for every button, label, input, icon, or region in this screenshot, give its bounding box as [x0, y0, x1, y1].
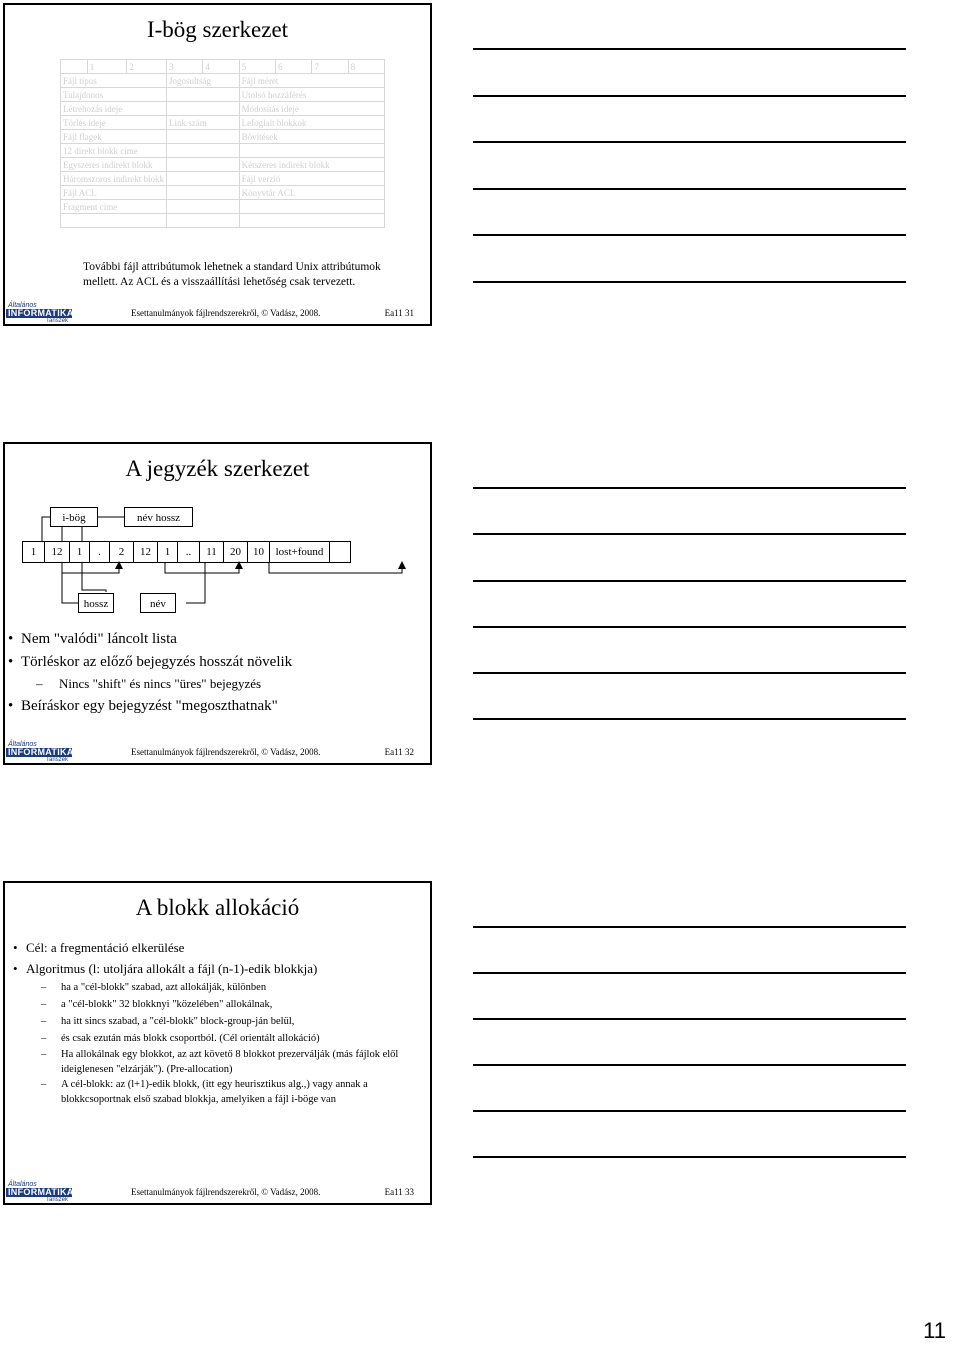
slide-title: A jegyzék szerkezet	[125, 456, 310, 481]
directory-entry-cell: 20	[224, 542, 248, 562]
allocation-bullets	[11, 937, 423, 1107]
table-cell	[166, 172, 239, 186]
sub-bullet-item: – ha itt sincs szabad, a "cél-blokk" block-group-ján belül,	[11, 1013, 423, 1030]
table-cell	[166, 88, 239, 102]
directory-entry-cell	[330, 542, 350, 562]
length-label-box: hossz	[78, 593, 114, 613]
note-line	[473, 95, 906, 97]
directory-entry-cell: 11	[200, 542, 224, 562]
note-line	[473, 1110, 906, 1112]
table-row	[61, 102, 385, 116]
table-row	[61, 130, 385, 144]
note-line	[473, 1064, 906, 1066]
table-header-cell	[61, 60, 88, 74]
name-length-label-box: név hossz	[124, 507, 193, 527]
table-cell: Módosítás ideje	[239, 102, 384, 116]
name-label-box: név	[140, 593, 176, 613]
bullet-item: • Törléskor az előző bejegyzés hosszát növelik	[6, 651, 426, 674]
note-line	[473, 1018, 906, 1020]
table-cell: Fájl méret	[239, 74, 384, 88]
table-cell: 12 direkt blokk címe	[61, 144, 167, 158]
table-header-cell: 7	[312, 60, 348, 74]
table-header-cell: 8	[348, 60, 384, 74]
note-line	[473, 48, 906, 50]
table-cell: Fájl verzió	[239, 172, 384, 186]
table-cell: Bővítések	[239, 130, 384, 144]
table-cell: Könyvtár ACL	[239, 186, 384, 200]
slide-title: I-bög szerkezet	[146, 17, 289, 42]
department-logo: Általános INFORMATIKAI Tanszék	[8, 1181, 77, 1203]
department-logo: Általános INFORMATIKAI Tanszék	[8, 302, 77, 324]
directory-entry-cell: ..	[178, 542, 200, 562]
sub-bullet-item: – a "cél-blokk" 32 blokknyi "közelében" allokálnak,	[11, 996, 423, 1013]
note-line	[473, 533, 906, 535]
slide-footer: Esettanulmányok fájlrendszerekről, © Vadász, 2008.	[131, 747, 321, 757]
table-header-cell: 3	[166, 60, 202, 74]
table-row	[61, 158, 385, 172]
bullet-item: • Cél: a fregmentáció elkerülése	[11, 937, 423, 958]
note-line	[473, 234, 906, 236]
table-header-row	[61, 60, 385, 74]
table-cell	[166, 144, 239, 158]
page-number: 11	[923, 1318, 946, 1343]
table-cell	[61, 214, 167, 228]
table-cell: Fájl flagek	[61, 130, 167, 144]
table-cell	[166, 130, 239, 144]
table-cell: Egyszeres indirekt blokk	[61, 158, 167, 172]
table-row	[61, 116, 385, 130]
note-line	[473, 281, 906, 283]
slide-footer: Esettanulmányok fájlrendszerekről, © Vadász, 2008.	[131, 1187, 321, 1197]
table-cell	[166, 102, 239, 116]
table-cell: Háromszoros indirekt blokk	[61, 172, 167, 186]
directory-entry-cell: lost+found	[270, 542, 330, 562]
table-cell: Fragment címe	[61, 200, 167, 214]
table-cell: Kétszeres indirekt blokk	[239, 158, 384, 172]
note-line	[473, 626, 906, 628]
bullet-item: • Nem "valódi" láncolt lista	[6, 628, 426, 651]
slide-note: További fájl attribútumok lehetnek a standard Unix attribútumok mellett. Az ACL és a visszaállítási lehetőség csak tervezett.	[83, 261, 381, 288]
table-header-cell: 6	[276, 60, 312, 74]
table-cell: Fájl típus	[61, 74, 167, 88]
inode-structure-table	[60, 59, 385, 228]
directory-entry-cell: 2	[110, 542, 134, 562]
note-line	[473, 672, 906, 674]
table-cell: Törlés ideje	[61, 116, 167, 130]
table-cell	[239, 214, 384, 228]
table-row	[61, 200, 385, 214]
table-cell: Utolsó hozzáférés	[239, 88, 384, 102]
table-row	[61, 88, 385, 102]
inode-label-box: i-bög	[50, 507, 98, 527]
directory-entry-cells	[22, 541, 351, 563]
table-cell: Létrehozás ideje	[61, 102, 167, 116]
sub-bullet-item: – és csak ezután más blokk csoportból. (Cél orientált allokáció)	[11, 1030, 423, 1047]
slide-footer: Esettanulmányok fájlrendszerekről, © Vadász, 2008.	[131, 308, 321, 318]
directory-entry-cell: 12	[45, 542, 70, 562]
directory-entry-cell: 1	[70, 542, 90, 562]
note-line	[473, 487, 906, 489]
table-cell	[166, 200, 239, 214]
sub-bullet-item: – Ha allokálnak egy blokkot, az azt követő 8 blokkot prezerválják (más fájlok elől ideiglenesen "elzárják"). (Pre-allocation)	[11, 1047, 423, 1077]
table-header-cell: 1	[87, 60, 127, 74]
table-cell	[166, 214, 239, 228]
note-line	[473, 718, 906, 720]
table-row	[61, 214, 385, 228]
slide-33	[3, 881, 432, 1205]
table-cell: Jogosultság	[166, 74, 239, 88]
table-cell	[239, 200, 384, 214]
sub-bullet-item: – ha a "cél-blokk" szabad, azt allokálják, különben	[11, 979, 423, 996]
table-header-cell: 5	[239, 60, 275, 74]
slide-number: Ea11 31	[384, 308, 414, 318]
table-row	[61, 74, 385, 88]
table-row	[61, 186, 385, 200]
department-logo: Általános INFORMATIKAI Tanszék	[8, 741, 77, 763]
table-cell: Link szám	[166, 116, 239, 130]
sub-bullet-item: – Nincs "shift" és nincs "üres" bejegyzés	[6, 674, 426, 694]
bullet-item: • Beíráskor egy bejegyzést "megoszthatnak"	[6, 694, 426, 719]
sub-bullet-item: – A cél-blokk: az (l+1)-edik blokk, (itt egy heurisztikus alg.,) vagy annak a blokkcsoportnak első szabad blokkja, amelyiken a fájl i-böge van	[11, 1077, 423, 1107]
slide-number: Ea11 33	[384, 1187, 414, 1197]
note-line	[473, 188, 906, 190]
table-row	[61, 144, 385, 158]
directory-entry-cell: 10	[248, 542, 270, 562]
table-cell: Tulajdonos	[61, 88, 167, 102]
directory-entry-cell: .	[90, 542, 110, 562]
directory-bullets	[6, 628, 426, 719]
directory-entry-cell: 1	[158, 542, 178, 562]
bullet-item: • Algoritmus (l: utoljára allokált a fájl (n-1)-edik blokkja)	[11, 958, 423, 979]
table-header-cell: 2	[127, 60, 167, 74]
table-cell	[166, 186, 239, 200]
note-line	[473, 926, 906, 928]
table-cell	[166, 158, 239, 172]
note-line	[473, 141, 906, 143]
directory-entry-cell: 1	[23, 542, 45, 562]
table-cell	[239, 144, 384, 158]
table-cell: Fájl ACL	[61, 186, 167, 200]
note-line	[473, 972, 906, 974]
table-cell: Lefoglalt blokkok	[239, 116, 384, 130]
directory-entry-cell: 12	[134, 542, 158, 562]
table-header-cell: 4	[203, 60, 239, 74]
note-line	[473, 580, 906, 582]
slide-title: A blokk allokáció	[135, 895, 300, 920]
note-line	[473, 1156, 906, 1158]
table-row	[61, 172, 385, 186]
slide-number: Ea11 32	[384, 747, 414, 757]
slide-31	[3, 3, 432, 326]
